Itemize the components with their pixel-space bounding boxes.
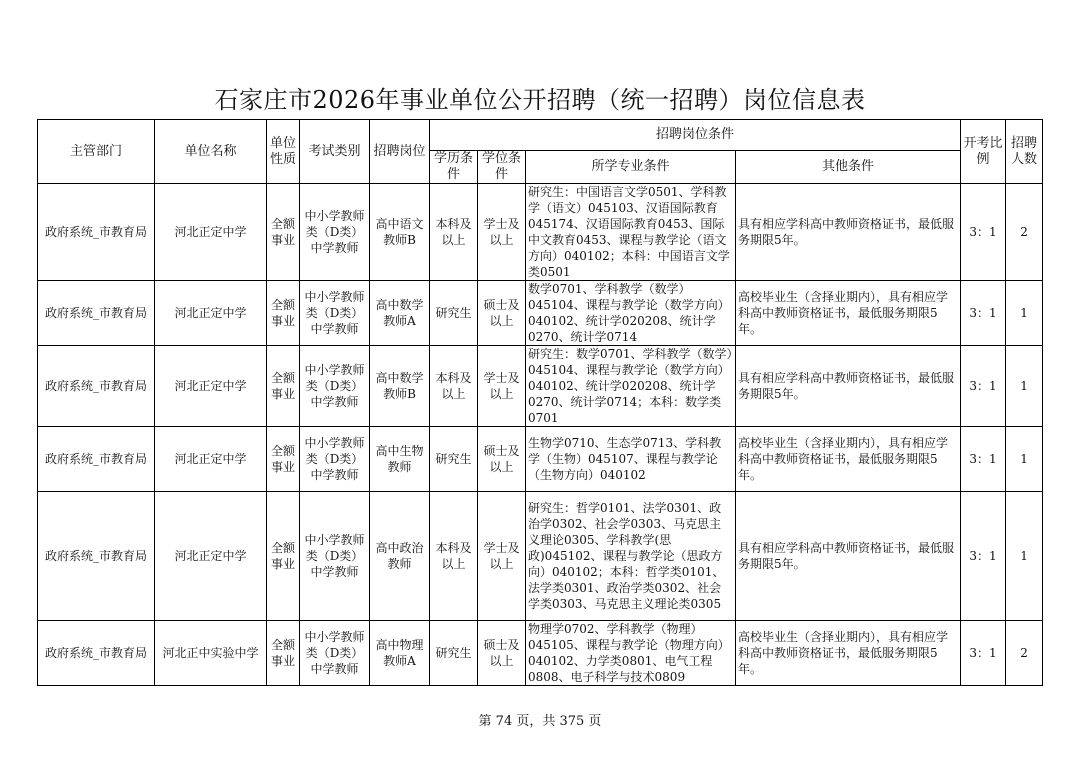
cell-degree: 硕士及以上 — [478, 281, 526, 346]
header-ratio: 开考比例 — [961, 120, 1006, 184]
cell-unit: 河北正定中学 — [155, 184, 267, 281]
header-post: 招聘岗位 — [370, 120, 430, 184]
cell-degree: 学士及以上 — [478, 492, 526, 621]
cell-count: 1 — [1006, 492, 1043, 621]
cell-edu: 本科及以上 — [430, 184, 478, 281]
cell-post: 高中生物教师 — [370, 427, 430, 492]
cell-edu: 本科及以上 — [430, 346, 478, 427]
cell-post: 高中政治教师 — [370, 492, 430, 621]
cell-post: 高中数学教师A — [370, 281, 430, 346]
cell-exam: 中小学教师类（D类）中学教师 — [300, 427, 370, 492]
cell-exam: 中小学教师类（D类）中学教师 — [300, 281, 370, 346]
cell-edu: 研究生 — [430, 427, 478, 492]
table-row — [38, 492, 1043, 621]
cell-dept: 政府系统_市教育局 — [38, 184, 155, 281]
header-count: 招聘人数 — [1006, 120, 1043, 184]
header-degree: 学位条件 — [478, 151, 526, 184]
header-major: 所学专业条件 — [526, 151, 736, 184]
cell-exam: 中小学教师类（D类）中学教师 — [300, 346, 370, 427]
cell-dept: 政府系统_市教育局 — [38, 281, 155, 346]
page-title: 石家庄市2026年事业单位公开招聘（统一招聘）岗位信息表 — [214, 86, 866, 114]
header-edu: 学历条件 — [430, 151, 478, 184]
cell-exam: 中小学教师类（D类）中学教师 — [300, 184, 370, 281]
table-row — [38, 427, 1043, 492]
header-nature: 单位性质 — [267, 120, 300, 184]
cell-other: 高校毕业生（含择业期内），具有相应学科高中教师资格证书，最低服务期限5年。 — [736, 427, 961, 492]
cell-degree: 学士及以上 — [478, 346, 526, 427]
cell-post: 高中语文教师B — [370, 184, 430, 281]
cell-ratio: 3：1 — [961, 427, 1006, 492]
cell-nature: 全额事业 — [267, 492, 300, 621]
cell-nature: 全额事业 — [267, 621, 300, 686]
table-row — [38, 346, 1043, 427]
cell-nature: 全额事业 — [267, 184, 300, 281]
cell-major: 研究生：中国语言文学0501、学科教学（语文）045103、汉语国际教育045174、汉语国际教育0453、国际中文教育0453、课程与教学论（语文方向）040102；本科：中国语言文学类0501 — [526, 184, 736, 281]
cell-degree: 学士及以上 — [478, 184, 526, 281]
cell-ratio: 3：1 — [961, 346, 1006, 427]
cell-count: 2 — [1006, 184, 1043, 281]
cell-dept: 政府系统_市教育局 — [38, 346, 155, 427]
cell-count: 1 — [1006, 427, 1043, 492]
header-exam: 考试类别 — [300, 120, 370, 184]
cell-other: 高校毕业生（含择业期内），具有相应学科高中教师资格证书，最低服务期限5年。 — [736, 281, 961, 346]
cell-post: 高中物理教师A — [370, 621, 430, 686]
cell-major: 研究生：哲学0101、法学0301、政治学0302、社会学0303、马克思主义理论0305、学科教学(思政)045102、课程与教学论（思政方向）040102；本科：哲学类0101、法学类0301、政治学类0302、社会学类0303、马克思主义理论类0305 — [526, 492, 736, 621]
cell-dept: 政府系统_市教育局 — [38, 492, 155, 621]
cell-post: 高中数学教师B — [370, 346, 430, 427]
header-other: 其他条件 — [736, 151, 961, 184]
header-conditions: 招聘岗位条件 — [430, 120, 961, 151]
cell-unit: 河北正中实验中学 — [155, 621, 267, 686]
cell-unit: 河北正定中学 — [155, 427, 267, 492]
table-row — [38, 281, 1043, 346]
table-row — [38, 621, 1043, 686]
cell-ratio: 3：1 — [961, 621, 1006, 686]
cell-degree: 硕士及以上 — [478, 427, 526, 492]
cell-degree: 硕士及以上 — [478, 621, 526, 686]
cell-unit: 河北正定中学 — [155, 346, 267, 427]
cell-dept: 政府系统_市教育局 — [38, 427, 155, 492]
cell-edu: 研究生 — [430, 621, 478, 686]
cell-major: 数学0701、学科教学（数学）045104、课程与教学论（数学方向）040102、统计学020208、统计学0270、统计学0714 — [526, 281, 736, 346]
recruitment-table — [37, 119, 1043, 686]
cell-unit: 河北正定中学 — [155, 281, 267, 346]
cell-nature: 全额事业 — [267, 346, 300, 427]
cell-edu: 研究生 — [430, 281, 478, 346]
cell-other: 高校毕业生（含择业期内），具有相应学科高中教师资格证书，最低服务期限5年。 — [736, 621, 961, 686]
table-row — [38, 184, 1043, 281]
cell-ratio: 3：1 — [961, 492, 1006, 621]
header-dept: 主管部门 — [38, 120, 155, 184]
cell-major: 物理学0702、学科教学（物理）045105、课程与教学论（物理方向）040102、力学类0801、电气工程0808、电子科学与技术0809 — [526, 621, 736, 686]
cell-count: 1 — [1006, 346, 1043, 427]
cell-exam: 中小学教师类（D类）中学教师 — [300, 492, 370, 621]
cell-exam: 中小学教师类（D类）中学教师 — [300, 621, 370, 686]
header-unit: 单位名称 — [155, 120, 267, 184]
cell-other: 具有相应学科高中教师资格证书，最低服务期限5年。 — [736, 492, 961, 621]
page-number: 第 74 页，共 375 页 — [478, 714, 602, 729]
cell-dept: 政府系统_市教育局 — [38, 621, 155, 686]
cell-ratio: 3：1 — [961, 184, 1006, 281]
cell-other: 具有相应学科高中教师资格证书，最低服务期限5年。 — [736, 184, 961, 281]
cell-nature: 全额事业 — [267, 281, 300, 346]
cell-major: 研究生：数学0701、学科教学（数学）045104、课程与教学论（数学方向）040102、统计学020208、统计学0270、统计学0714；本科：数学类0701 — [526, 346, 736, 427]
cell-edu: 本科及以上 — [430, 492, 478, 621]
cell-count: 2 — [1006, 621, 1043, 686]
cell-unit: 河北正定中学 — [155, 492, 267, 621]
cell-nature: 全额事业 — [267, 427, 300, 492]
cell-other: 具有相应学科高中教师资格证书，最低服务期限5年。 — [736, 346, 961, 427]
cell-major: 生物学0710、生态学0713、学科教学（生物）045107、课程与教学论（生物方向）040102 — [526, 427, 736, 492]
cell-ratio: 3：1 — [961, 281, 1006, 346]
cell-count: 1 — [1006, 281, 1043, 346]
